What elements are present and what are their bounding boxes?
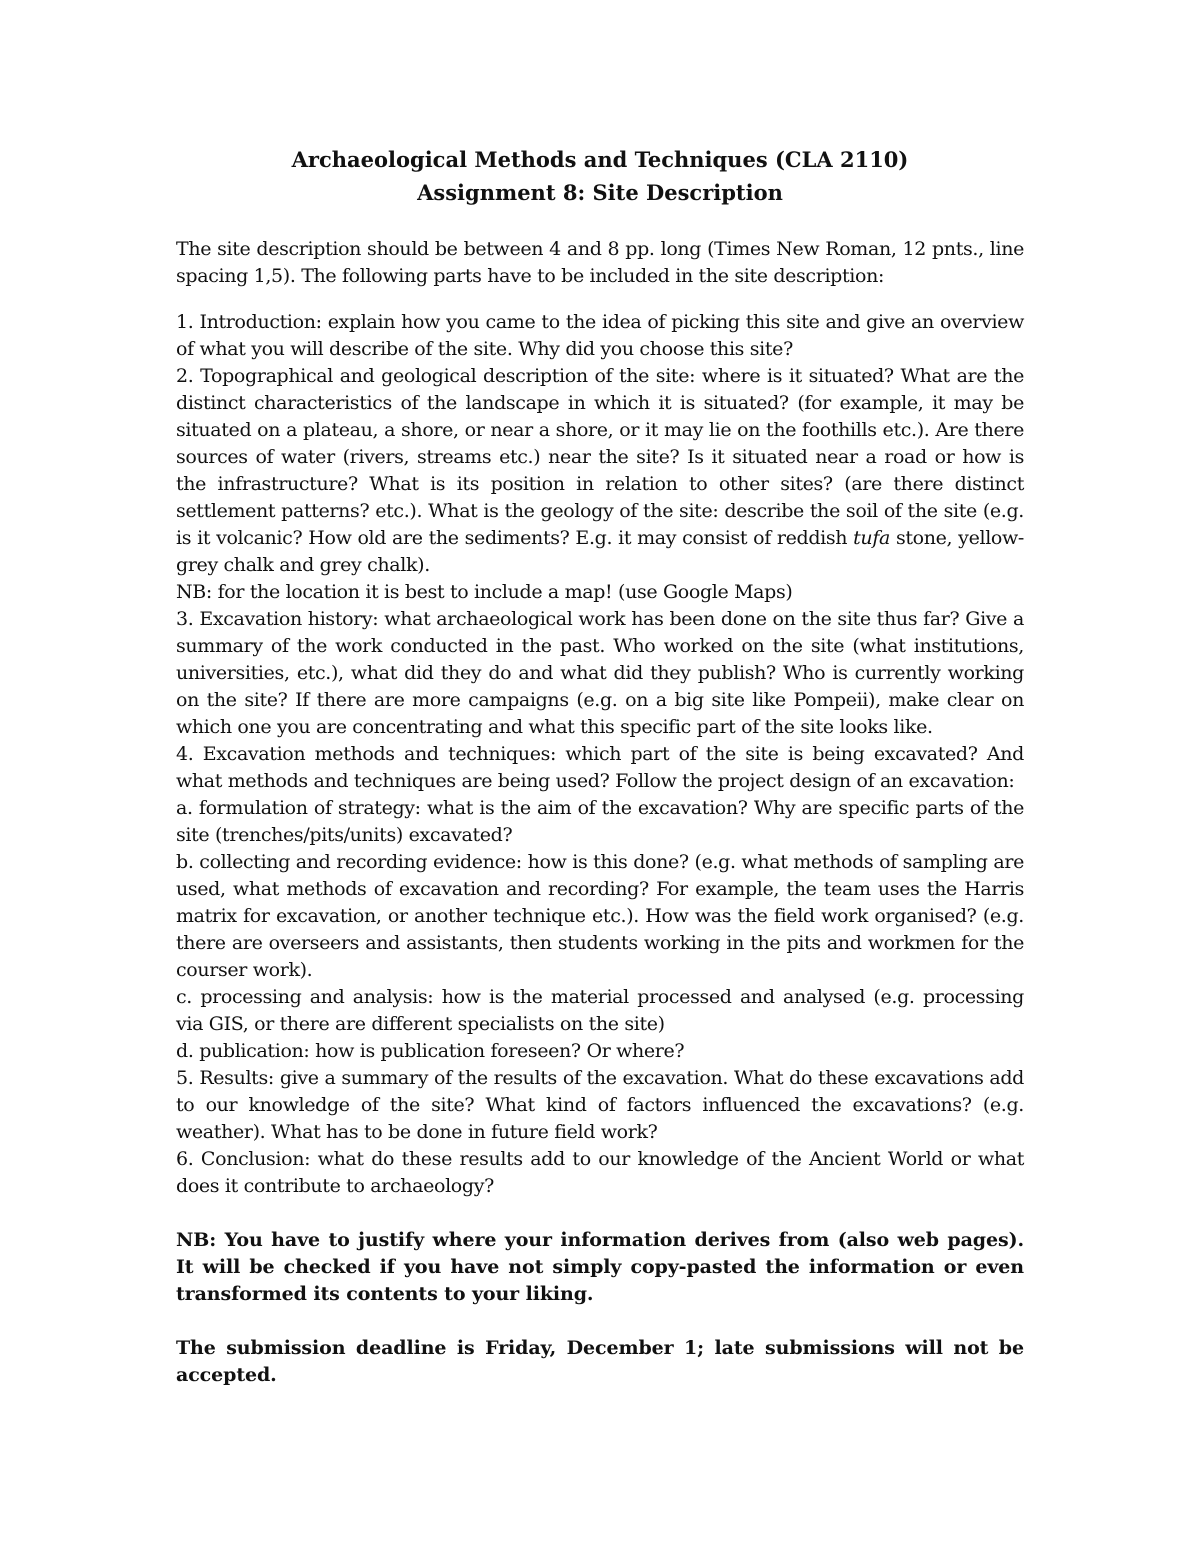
list-subitem-strategy: a. formulation of strategy: what is the aim of the excavation? Why are specific parts of the site (trenches/pits/units) excavated? [176, 797, 1024, 846]
tufa-term: tufa [853, 527, 890, 549]
document-title [176, 143, 1024, 209]
deadline-note: The submission deadline is Friday, December 1; late submissions will not be accepted. [176, 1337, 1024, 1386]
topography-text: 2. Topographical and geological description of the site: where is it situated? What are the distinct characteristics of the landscape in which it is situated? (for example, it may be situated on a plateau, a shore, or near a shore, or it may lie on the foothills etc.). Are there sources of water (rivers, streams etc.) near the site? Is it situated near a road or how is the infrastructure? What is its position in relation to other sites? (are there distinct settlement patterns? etc.). What is the geology of the site: describe the soil of the site (e.g. is it volcanic? How old are the sediments? E.g. it may consist of reddish [176, 365, 1024, 549]
requirements-list [176, 309, 1024, 1200]
list-subitem-publication: d. publication: how is publication foreseen? Or where? [176, 1040, 685, 1062]
list-item-excavation-history: 3. Excavation history: what archaeological work has been done on the site thus far? Give a summary of the work conducted in the past. Who worked on the site (what institutions, universities, etc.), what did they do and what did they publish? Who is currently working on the site? If there are more campaigns (e.g. on a big site like Pompeii), make clear on which one you are concentrating and what this specific part of the site looks like. [176, 608, 1024, 738]
title-line-1: Archaeological Methods and Techniques (CLA 2110) [291, 147, 909, 172]
justification-note: NB: You have to justify where your information derives from (also web pages). It will be checked if you have not simply copy-pasted the information or even transformed its contents to your liking. [176, 1229, 1024, 1305]
topography-text-end: stone, yellow-grey chalk and grey chalk). [176, 527, 1024, 576]
document-page [176, 143, 1024, 1389]
list-subitem-recording: b. collecting and recording evidence: how is this done? (e.g. what methods of sampling are used, what methods of excavation and recording? For example, the team uses the Harris matrix for excavation, or another technique etc.). How was the field work organised? (e.g. there are overseers and assistants, then students working in the pits and workmen for the courser work). [176, 851, 1024, 981]
intro-paragraph: The site description should be between 4 and 8 pp. long (Times New Roman, 12 pnts., line spacing 1,5). The following parts have to be included in the site description: [176, 238, 1024, 287]
list-item-excavation-methods: 4. Excavation methods and techniques: which part of the site is being excavated? And what methods and techniques are being used? Follow the project design of an excavation: [176, 743, 1024, 792]
title-line-2: Assignment 8: Site Description [417, 180, 783, 205]
list-item-conclusion: 6. Conclusion: what do these results add to our knowledge of the Ancient World or what does it contribute to archaeology? [176, 1148, 1024, 1197]
map-note: NB: for the location it is best to include a map! (use Google Maps) [176, 581, 793, 603]
list-item-introduction: 1. Introduction: explain how you came to the idea of picking this site and give an overview of what you will describe of the site. Why did you choose this site? [176, 311, 1024, 360]
list-item-topography [176, 363, 1024, 579]
list-subitem-processing: c. processing and analysis: how is the material processed and analysed (e.g. processing via GIS, or there are different specialists on the site) [176, 986, 1024, 1035]
list-item-results: 5. Results: give a summary of the results of the excavation. What do these excavations add to our knowledge of the site? What kind of factors influenced the excavations? (e.g. weather). What has to be done in future field work? [176, 1067, 1024, 1143]
